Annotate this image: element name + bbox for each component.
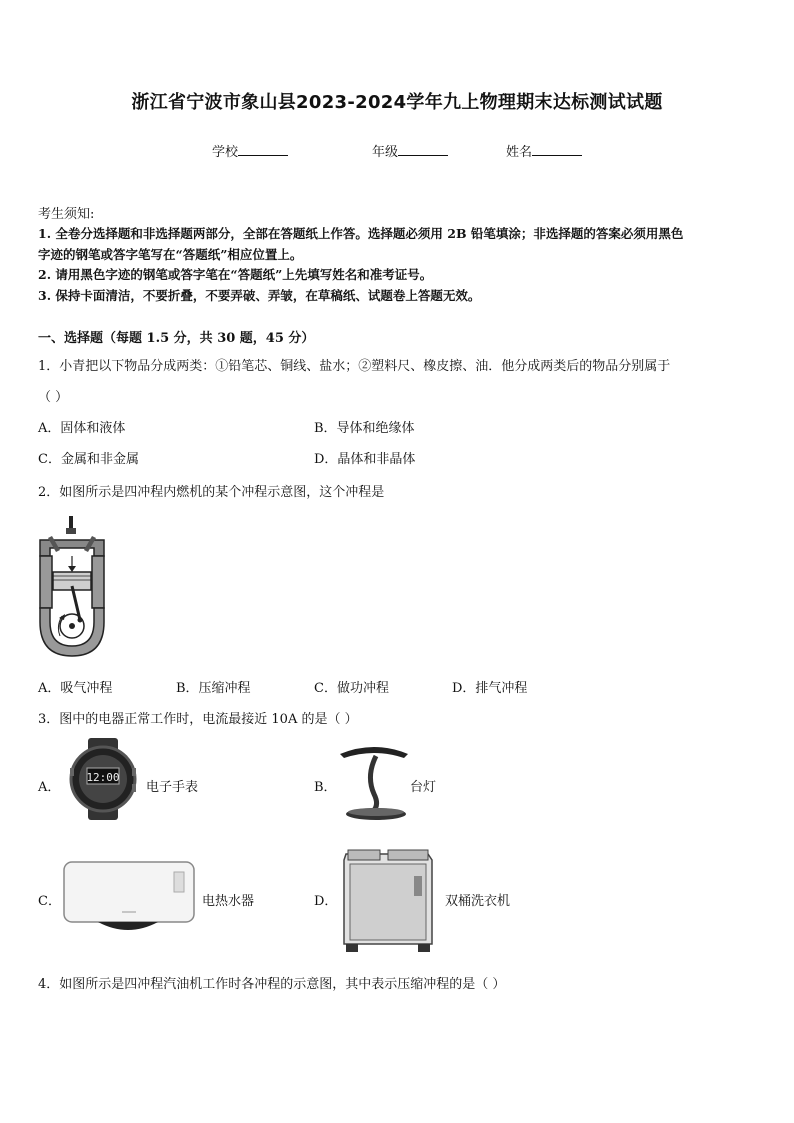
q1-paren: （ ） (38, 390, 69, 405)
q2-option-b: B．压缩冲程 (176, 681, 251, 696)
section-heading: 一、选择题（每题 1.5 分，共 30 题，45 分） (38, 331, 315, 346)
q2-option-a: A．吸气冲程 (38, 681, 113, 696)
notice-line-4: 3. 保持卡面清洁，不要折叠，不要弄破、弄皱，在草稿纸、试题卷上答题无效。 (38, 288, 481, 303)
q2-option-c: C．做功冲程 (314, 681, 389, 696)
school-label: 学校 (212, 145, 239, 160)
notice-line-2: 字迹的钢笔或答字笔写在“答题纸”相应位置上。 (38, 247, 303, 262)
q1-option-a: A．固体和液体 (38, 421, 126, 436)
notice-line-3: 2. 请用黑色字迹的钢笔或答字笔在“答题纸”上先填写姓名和准考证号。 (38, 267, 433, 282)
q3-option-d-letter: D． (314, 894, 338, 909)
q2-stem: 2．如图所示是四冲程内燃机的某个冲程示意图，这个冲程是 (38, 485, 385, 500)
q1-option-d: D．晶体和非晶体 (314, 452, 416, 467)
q3-option-b-label: 台灯 (410, 780, 437, 795)
name-field (506, 141, 582, 160)
q3-option-c-letter: C． (38, 894, 61, 909)
watch-display-text: 12:00 (86, 771, 120, 784)
q3-option-d-label: 双桶洗衣机 (445, 894, 511, 909)
q4-stem: 4．如图所示是四冲程汽油机工作时各冲程的示意图，其中表示压缩冲程的是（ ） (38, 977, 506, 992)
school-field (212, 141, 288, 160)
name-label: 姓名 (506, 145, 533, 160)
desk-lamp-figure (336, 742, 412, 822)
digital-watch-figure (68, 738, 138, 820)
q3-option-c-label: 电热水器 (202, 894, 255, 909)
page-title: 浙江省宁波市象山县2023-2024学年九上物理期末达标测试试题 (131, 92, 663, 113)
notice-heading: 考生须知: (38, 207, 95, 222)
grade-blank (398, 143, 448, 156)
grade-field (372, 141, 448, 160)
q1-stem: 1．小青把以下物品分成两类：①铅笔芯、铜线、盐水；②塑料尺、橡皮擦、油．他分成两类后的物品分别属于 (38, 359, 671, 374)
q1-option-b: B．导体和绝缘体 (314, 421, 415, 436)
q3-option-a-label: 电子手表 (146, 780, 199, 795)
engine-figure (32, 510, 112, 660)
q2-option-d: D．排气冲程 (452, 681, 528, 696)
grade-label: 年级 (372, 145, 399, 160)
q3-option-a-letter: A． (38, 780, 61, 795)
q3-option-b-letter: B． (314, 780, 337, 795)
washing-machine-figure (340, 846, 436, 954)
school-blank (238, 143, 288, 156)
q1-option-c: C．金属和非金属 (38, 452, 139, 467)
notice-line-1: 1. 全卷分选择题和非选择题两部分，全部在答题纸上作答。选择题必须用 2B 铅笔填涂；非选择题的答案必须用黑色 (38, 226, 684, 241)
water-heater-figure (62, 860, 198, 936)
q3-stem: 3．图中的电器正常工作时，电流最接近 10A 的是（ ） (38, 712, 358, 727)
name-blank (532, 143, 582, 156)
